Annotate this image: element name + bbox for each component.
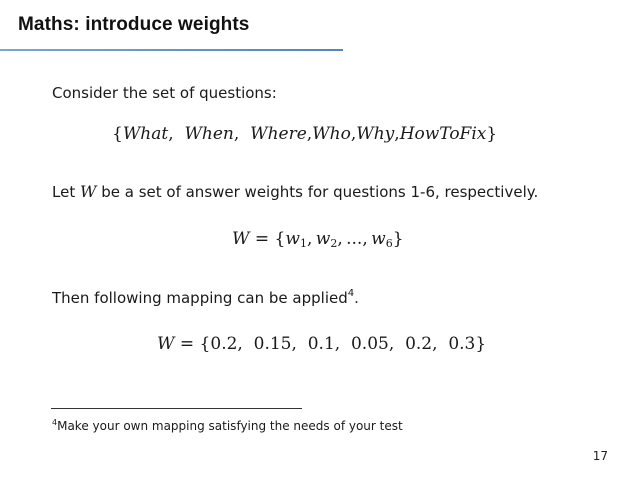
weight-value-4: 0.05 — [350, 334, 389, 354]
weights-lhs: W — [232, 229, 250, 249]
mapping-period: . — [354, 289, 359, 307]
w1-subscript: 1 — [299, 237, 307, 250]
equals-sign: = — [254, 229, 270, 249]
ellipsis: ... — [346, 229, 363, 249]
set-open-brace: { — [112, 124, 123, 144]
let-symbol: W — [79, 182, 97, 201]
footnote-text: Make your own mapping satisfying the needs of your test — [57, 419, 403, 433]
values-open-brace: { — [199, 334, 211, 354]
footnote-reference: 4 — [347, 288, 355, 299]
mapping-sentence — [52, 288, 359, 307]
weight-value-1: 0.2 — [210, 334, 238, 354]
footnote-divider — [51, 408, 302, 409]
w6-symbol: w — [371, 229, 386, 249]
w6-subscript: 6 — [385, 237, 393, 250]
w2-symbol: w — [315, 229, 331, 249]
intro-text: Consider the set of questions: — [52, 84, 277, 102]
weight-value-2: 0.15 — [253, 334, 292, 354]
weights-definition-formula: $W = \{w_1$, $w_2$, ..., $w_6$} — [232, 229, 404, 250]
values-equals-sign: = — [179, 334, 195, 354]
question-why: Why — [356, 124, 395, 144]
def-close-brace: } — [392, 229, 404, 249]
question-howtofix: HowToFix — [399, 124, 487, 144]
let-sentence — [52, 182, 538, 201]
title-underline — [0, 49, 343, 51]
set-close-brace: } — [486, 124, 498, 144]
questions-set-formula: {What, When, Where,Who,Why,HowToFix} — [112, 124, 498, 144]
w2-subscript: 2 — [330, 237, 338, 250]
let-prefix: Let — [52, 183, 76, 201]
weight-value-6: 0.3 — [448, 334, 476, 354]
question-where: Where — [250, 124, 307, 144]
footnote — [52, 418, 403, 433]
values-close-brace: } — [475, 334, 487, 354]
footnote-mark: 4 — [52, 418, 58, 427]
slide-title: Maths: introduce weights — [18, 14, 250, 35]
question-what: What — [122, 124, 169, 144]
page-number: 17 — [592, 449, 608, 463]
let-suffix: be a set of answer weights for questions 1-6, respectively. — [101, 183, 539, 201]
weight-value-3: 0.1 — [307, 334, 335, 354]
w1-symbol: w — [285, 229, 300, 249]
def-open-brace: { — [274, 229, 286, 249]
mapping-text: Then following mapping can be applied — [52, 289, 348, 307]
weights-values-formula: W = {0.2, 0.15, 0.1, 0.05, 0.2, 0.3} — [157, 334, 487, 354]
weight-value-5: 0.2 — [405, 334, 433, 354]
question-when: When — [184, 124, 234, 144]
question-who: Who — [312, 124, 351, 144]
values-lhs: W — [157, 334, 175, 354]
